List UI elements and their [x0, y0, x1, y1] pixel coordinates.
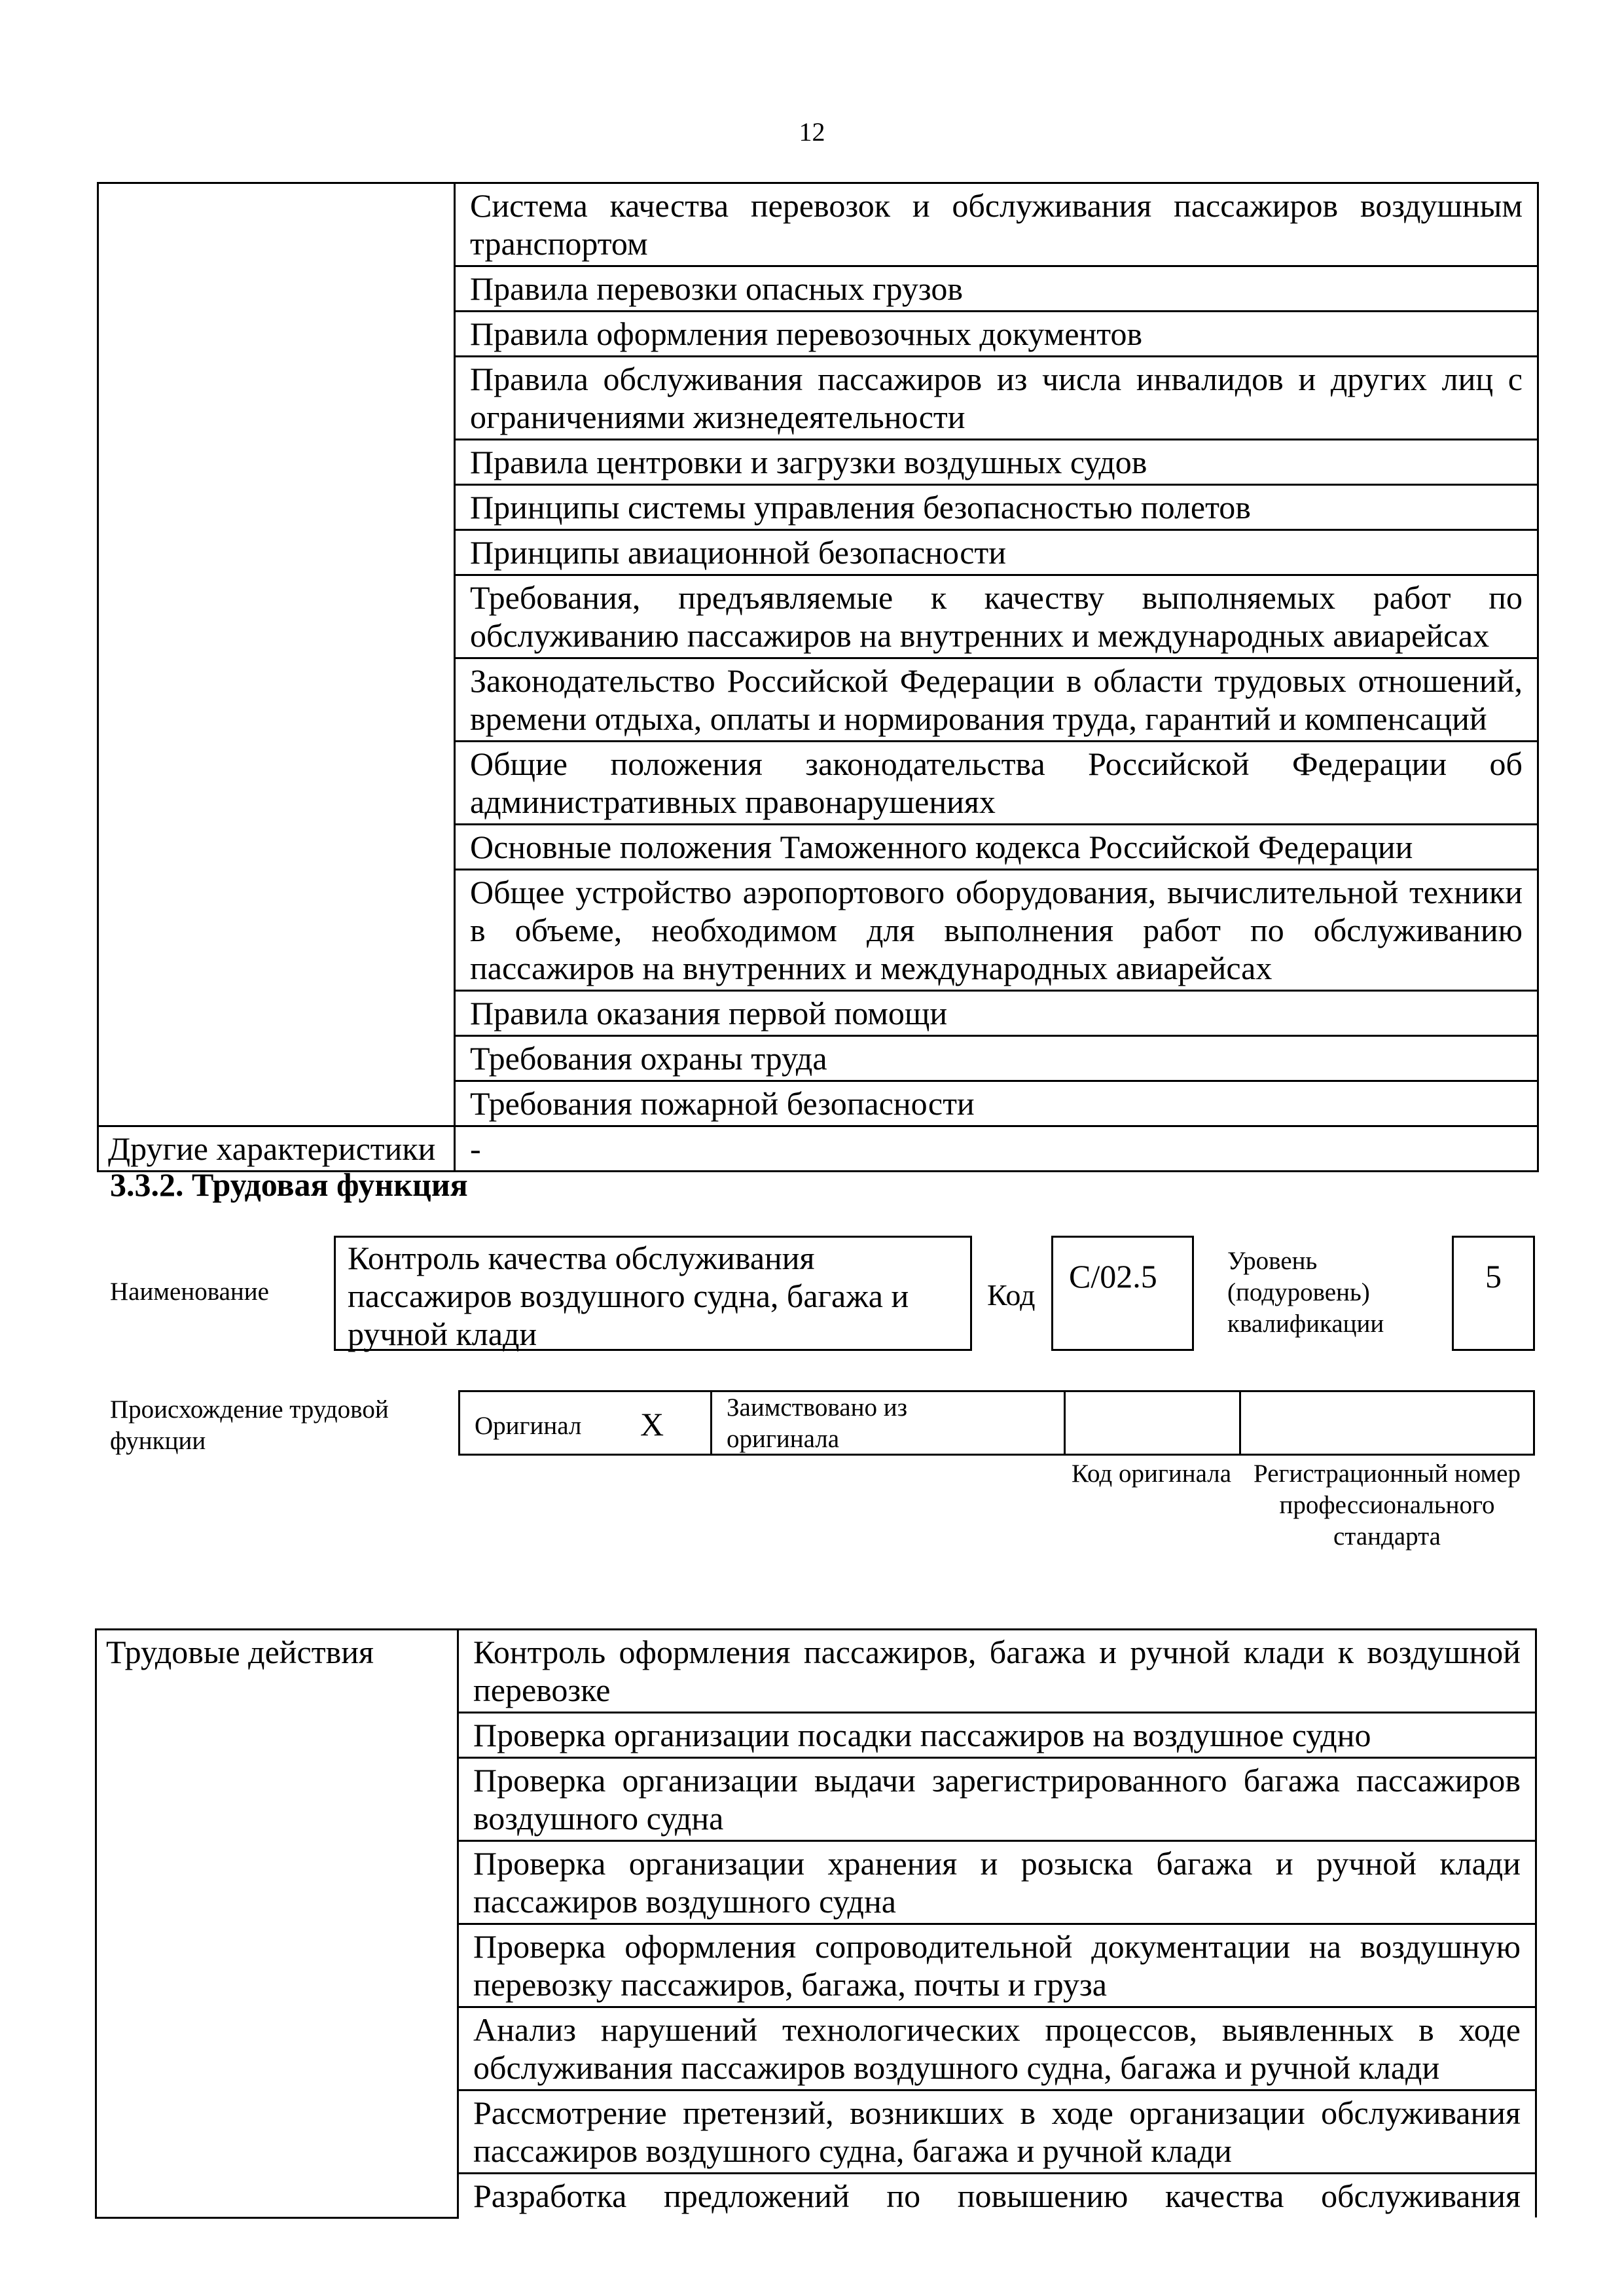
- knowledge-table: [97, 182, 1539, 1172]
- origin-label: Происхождение трудовой функции: [110, 1395, 389, 1455]
- knowledge-row: Принципы системы управления безопасностью полетов: [455, 485, 1538, 530]
- labor-action-row: Проверка оформления сопроводительной документации на воздушную перевозку пассажиров, багажа, почты и груза: [458, 1924, 1536, 2007]
- knowledge-row: Правила перевозки опасных грузов: [455, 266, 1538, 312]
- labor-action-row: Контроль оформления пассажиров, багажа и ручной клади к воздушной перевозке: [458, 1630, 1536, 1713]
- labor-action-row: Проверка организации хранения и розыска багажа и ручной клади пассажиров воздушного судна: [458, 1841, 1536, 1924]
- borrowed-label: Заимствовано из оригинала: [727, 1393, 908, 1453]
- knowledge-row: Общие положения законодательства Российской Федерации об административных правонарушениях: [455, 742, 1538, 825]
- labor-action-row: Разработка предложений по повышению качества обслуживания: [458, 2174, 1536, 2218]
- level-label: Уровень (подуровень) квалификации: [1227, 1247, 1384, 1338]
- knowledge-label-cell: [98, 183, 455, 1126]
- other-characteristics-label: Другие характеристики: [98, 1126, 455, 1172]
- level-value: 5: [1452, 1236, 1535, 1351]
- code-label: Код: [987, 1278, 1036, 1312]
- labor-action-row: Проверка организации выдачи зарегистрированного багажа пассажиров воздушного судна: [458, 1758, 1536, 1841]
- other-characteristics-value: -: [455, 1126, 1538, 1172]
- labor-action-row: Рассмотрение претензий, возникших в ходе организации обслуживания пассажиров воздушного судна, багажа и ручной клади: [458, 2090, 1536, 2174]
- registration-number-caption: Регистрационный номер профессионального стандарта: [1254, 1460, 1521, 1551]
- knowledge-row: Принципы авиационной безопасности: [455, 530, 1538, 575]
- original-mark: X: [640, 1406, 664, 1443]
- name-label: Наименование: [110, 1278, 269, 1306]
- knowledge-row: Требования охраны труда: [455, 1036, 1538, 1081]
- knowledge-row: Правила оформления перевозочных документов: [455, 312, 1538, 357]
- original-cell: [460, 1392, 712, 1454]
- labor-action-row: Анализ нарушений технологических процессов, выявленных в ходе обслуживания пассажиров воздушного судна, багажа и ручной клади: [458, 2007, 1536, 2090]
- original-code-cell: [1066, 1392, 1241, 1454]
- labor-actions-table: [95, 1628, 1537, 2219]
- code-value: C/02.5: [1051, 1236, 1194, 1351]
- knowledge-row: Основные положения Таможенного кодекса Российской Федерации: [455, 825, 1538, 870]
- labor-actions-label: Трудовые действия: [96, 1630, 458, 2218]
- original-label: Оригинал: [475, 1412, 582, 1440]
- page-number: 12: [799, 117, 825, 147]
- knowledge-row: Требования пожарной безопасности: [455, 1081, 1538, 1126]
- knowledge-row: Законодательство Российской Федерации в области трудовых отношений, времени отдыха, оплаты и нормирования труда, гарантий и компенсаций: [455, 658, 1538, 742]
- labor-action-row: Проверка организации посадки пассажиров на воздушное судно: [458, 1713, 1536, 1758]
- knowledge-row: Правила центровки и загрузки воздушных судов: [455, 440, 1538, 485]
- original-code-caption: Код оригинала: [1071, 1460, 1232, 1488]
- section-heading: 3.3.2. Трудовая функция: [110, 1166, 468, 1203]
- knowledge-row: Требования, предъявляемые к качеству выполняемых работ по обслуживанию пассажиров на внутренних и международных авиарейсах: [455, 575, 1538, 658]
- borrowed-cell: [712, 1392, 1066, 1454]
- origin-row: [458, 1390, 1535, 1456]
- knowledge-row: Правила обслуживания пассажиров из числа инвалидов и других лиц с ограничениями жизнедеятельности: [455, 357, 1538, 440]
- knowledge-row: Общее устройство аэропортового оборудования, вычислительной техники в объеме, необходимом для выполнения работ по обслуживанию пассажиров на внутренних и международных авиарейсах: [455, 870, 1538, 991]
- knowledge-row: Правила оказания первой помощи: [455, 991, 1538, 1036]
- registration-number-cell: [1241, 1392, 1533, 1454]
- knowledge-row: Система качества перевозок и обслуживания пассажиров воздушным транспортом: [455, 183, 1538, 266]
- name-value: Контроль качества обслуживания пассажиров воздушного судна, багажа и ручной клади: [334, 1236, 972, 1351]
